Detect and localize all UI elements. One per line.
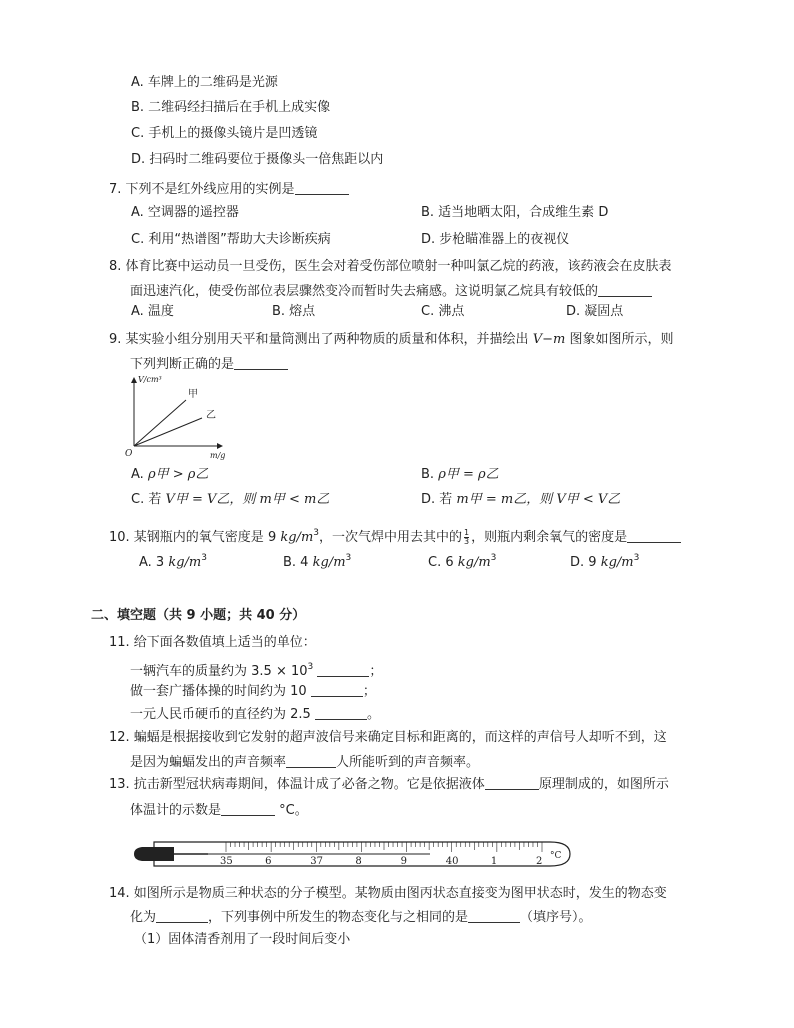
answer-blank[interactable] — [295, 180, 349, 195]
q8-option-c: C. 沸点 — [421, 304, 465, 319]
q14-line2-tail: （填序号）。 — [520, 910, 592, 925]
q10-stem-post: ，则瓶内剩余氧气的密度是 — [471, 530, 628, 545]
answer-blank[interactable] — [315, 705, 367, 720]
q9-stem-text2: 下列判断正确的是 — [130, 357, 235, 372]
q8-option-b: B. 熔点 — [272, 304, 316, 319]
q10-a-value: A. 3 — [139, 555, 165, 570]
q9-option-c-body: V甲 = V乙，则 m甲 < m乙 — [165, 492, 330, 507]
q9-option-b — [421, 466, 499, 484]
section-title: 二、填空题（共 9 小题；共 40 分） — [91, 608, 306, 623]
q14-line2 — [130, 908, 592, 927]
q10-a-unit: kg/m — [168, 555, 202, 570]
q10-unit: kg/m — [280, 530, 314, 545]
q7-option-a: A. 空调器的遥控器 — [131, 205, 239, 220]
q9-option-a-body: ρ甲 > ρ乙 — [147, 467, 209, 482]
q9-x-label: m/g — [210, 451, 226, 460]
q10-b-value: B. 4 — [283, 555, 309, 570]
q10-c-value: C. 6 — [428, 555, 454, 570]
q6-option-b: B. 二维码经扫描后在手机上成实像 — [131, 100, 331, 115]
thermo-scale-label: 6 — [265, 856, 272, 867]
q14-line2-mid: ，下列事例中所发生的物态变化与之相同的是 — [208, 910, 469, 925]
q10-a-exp: 3 — [201, 553, 207, 563]
q9-option-d — [421, 491, 620, 509]
q14-line2-text: 化为 — [130, 910, 157, 925]
q9-vm-graph — [118, 372, 238, 464]
q9-option-c — [131, 491, 329, 509]
thermo-scale-label: 8 — [355, 856, 362, 867]
thermo-scale-label: 35 — [220, 856, 233, 867]
q6-option-c: C. 手机上的摄像头镜片是凹透镜 — [131, 126, 318, 141]
q9-stem-line1 — [109, 331, 673, 349]
q6-option-a: A. 车牌上的二维码是光源 — [131, 75, 278, 90]
q10-option-c — [428, 549, 496, 572]
q10-frac-den: 3 — [464, 537, 470, 546]
q10-stem-text: 10. 某钢瓶内的氧气密度是 9 — [109, 530, 277, 545]
q11-period: 。 — [366, 707, 380, 722]
q9-stem-text: 9. 某实验小组分别用天平和量筒测出了两种物质的质量和体积，并描绘出 — [109, 332, 529, 347]
thermo-unit: °C — [550, 851, 562, 861]
thermo-scale-label: 9 — [400, 856, 407, 867]
q8-option-a: A. 温度 — [131, 304, 174, 319]
q9-yi-label: 乙 — [206, 410, 216, 421]
q6-option-d: D. 扫码时二维码要位于摄像头一倍焦距以内 — [131, 152, 384, 167]
q9-jia-label: 甲 — [188, 389, 198, 400]
q9-option-a — [131, 466, 208, 484]
thermo-scale-label: 1 — [490, 856, 498, 867]
q9-option-d-letter: D. 若 — [421, 492, 453, 507]
q11-line2 — [130, 682, 376, 701]
q10-stem-mid: ，一次气焊中用去其中的 — [319, 530, 463, 545]
q13-line2-text: 体温计的示数是 — [130, 803, 222, 818]
thermo-scale-label: 37 — [310, 856, 324, 867]
q11-line1-exp: 3 — [307, 662, 314, 672]
q11-line3-text: 一元人民币硬币的直径约为 2.5 — [130, 707, 311, 722]
q10-option-a — [139, 549, 207, 572]
q9-y-label: V/cm³ — [138, 375, 162, 384]
q11-stem: 11. 给下面各数值填上适当的单位： — [109, 635, 316, 650]
q11-line1-text: 一辆汽车的质量约为 3.5 × 10 — [130, 664, 308, 679]
answer-blank[interactable] — [468, 908, 520, 923]
q10-fraction — [464, 529, 469, 546]
q11-line3 — [130, 705, 380, 724]
q7-stem-text: 7. 下列不是红外线应用的实例是 — [109, 182, 295, 197]
q14-option-1: （1）固体清香剂用了一段时间后变小 — [134, 932, 351, 947]
q8-option-d: D. 凝固点 — [566, 304, 624, 319]
q12-line2-tail: 人所能听到的声音频率。 — [336, 755, 480, 770]
q10-option-b — [283, 549, 351, 572]
q13-line2-tail: °C。 — [279, 803, 308, 818]
q11-semicolon: ； — [362, 684, 376, 699]
q7-option-d: D. 步枪瞄准器上的夜视仪 — [421, 232, 570, 247]
q10-d-value: D. 9 — [570, 555, 597, 570]
thermometer-figure — [130, 830, 576, 874]
q7-option-b: B. 适当地晒太阳，合成维生素 D — [421, 205, 609, 220]
q10-c-exp: 3 — [490, 553, 497, 563]
q9-stem-tail: 图象如图所示，则 — [569, 332, 674, 347]
q14-line1: 14. 如图所示是物质三种状态的分子模型。某物质由图丙状态直接变为图甲状态时，发生的物态变 — [109, 886, 667, 901]
q10-frac-num: 1 — [464, 528, 470, 537]
q9-option-a-letter: A. — [131, 467, 144, 482]
q10-c-unit: kg/m — [457, 555, 491, 570]
q9-option-b-letter: B. — [421, 467, 435, 482]
q7-stem — [109, 180, 349, 199]
q8-stem-line1: 8. 体育比赛中运动员一旦受伤，医生会对着受伤部位喷射一种叫氯乙烷的药液，该药液会在皮肤表 — [109, 259, 672, 274]
q10-unit-exp: 3 — [313, 528, 319, 538]
answer-blank[interactable] — [317, 662, 369, 677]
q13-line2 — [130, 801, 308, 820]
answer-blank[interactable] — [286, 753, 336, 768]
q11-line2-text: 做一套广播体操的时间约为 10 — [130, 684, 307, 699]
q8-stem-text: 面迅速汽化，使受伤部位表层骤然变冷而暂时失去痛感。这说明氯乙烷具有较低的 — [130, 284, 599, 299]
q9-line-yi — [134, 418, 202, 446]
q11-line1 — [130, 658, 382, 681]
q10-b-exp: 3 — [345, 553, 352, 563]
q10-d-unit: kg/m — [600, 555, 634, 570]
q11-semicolon: ； — [369, 664, 383, 679]
q10-stem — [109, 524, 681, 547]
q12-line2 — [130, 753, 479, 772]
q13-line1 — [109, 775, 669, 794]
answer-blank[interactable] — [221, 801, 275, 816]
q7-option-c: C. 利用“热谱图”帮助大夫诊断疾病 — [131, 232, 331, 247]
q9-origin-label: O — [125, 449, 133, 459]
q13-line1-text: 13. 抗击新型冠状病毒期间，体温计成了必备之物。它是依据液体 — [109, 777, 485, 792]
q10-d-exp: 3 — [633, 553, 640, 563]
q8-stem-line2 — [130, 282, 652, 301]
q9-option-d-body: m甲 = m乙，则 V甲 < V乙 — [456, 492, 621, 507]
q9-variable: V−m — [532, 332, 566, 347]
answer-blank[interactable] — [156, 908, 208, 923]
q12-line2-text: 是因为蝙蝠发出的声音频率 — [130, 755, 287, 770]
q9-option-c-letter: C. 若 — [131, 492, 162, 507]
q13-line1-tail: 原理制成的，如图所示 — [538, 777, 669, 792]
thermo-scale-label: 2 — [536, 856, 543, 867]
q9-line-jia — [134, 400, 186, 446]
answer-blank[interactable] — [485, 775, 539, 790]
answer-blank[interactable] — [598, 282, 652, 297]
answer-blank[interactable] — [311, 682, 363, 697]
q10-option-d — [570, 549, 639, 572]
q12-line1: 12. 蝙蝠是根据接收到它发射的超声波信号来确定目标和距离的，而这样的声信号人却听不到，这 — [109, 730, 667, 745]
q9-option-b-body: ρ甲 = ρ乙 — [438, 467, 499, 482]
answer-blank[interactable] — [234, 355, 288, 370]
thermo-scale-label: 40 — [445, 856, 459, 867]
answer-blank[interactable] — [627, 528, 681, 543]
q10-b-unit: kg/m — [312, 555, 346, 570]
